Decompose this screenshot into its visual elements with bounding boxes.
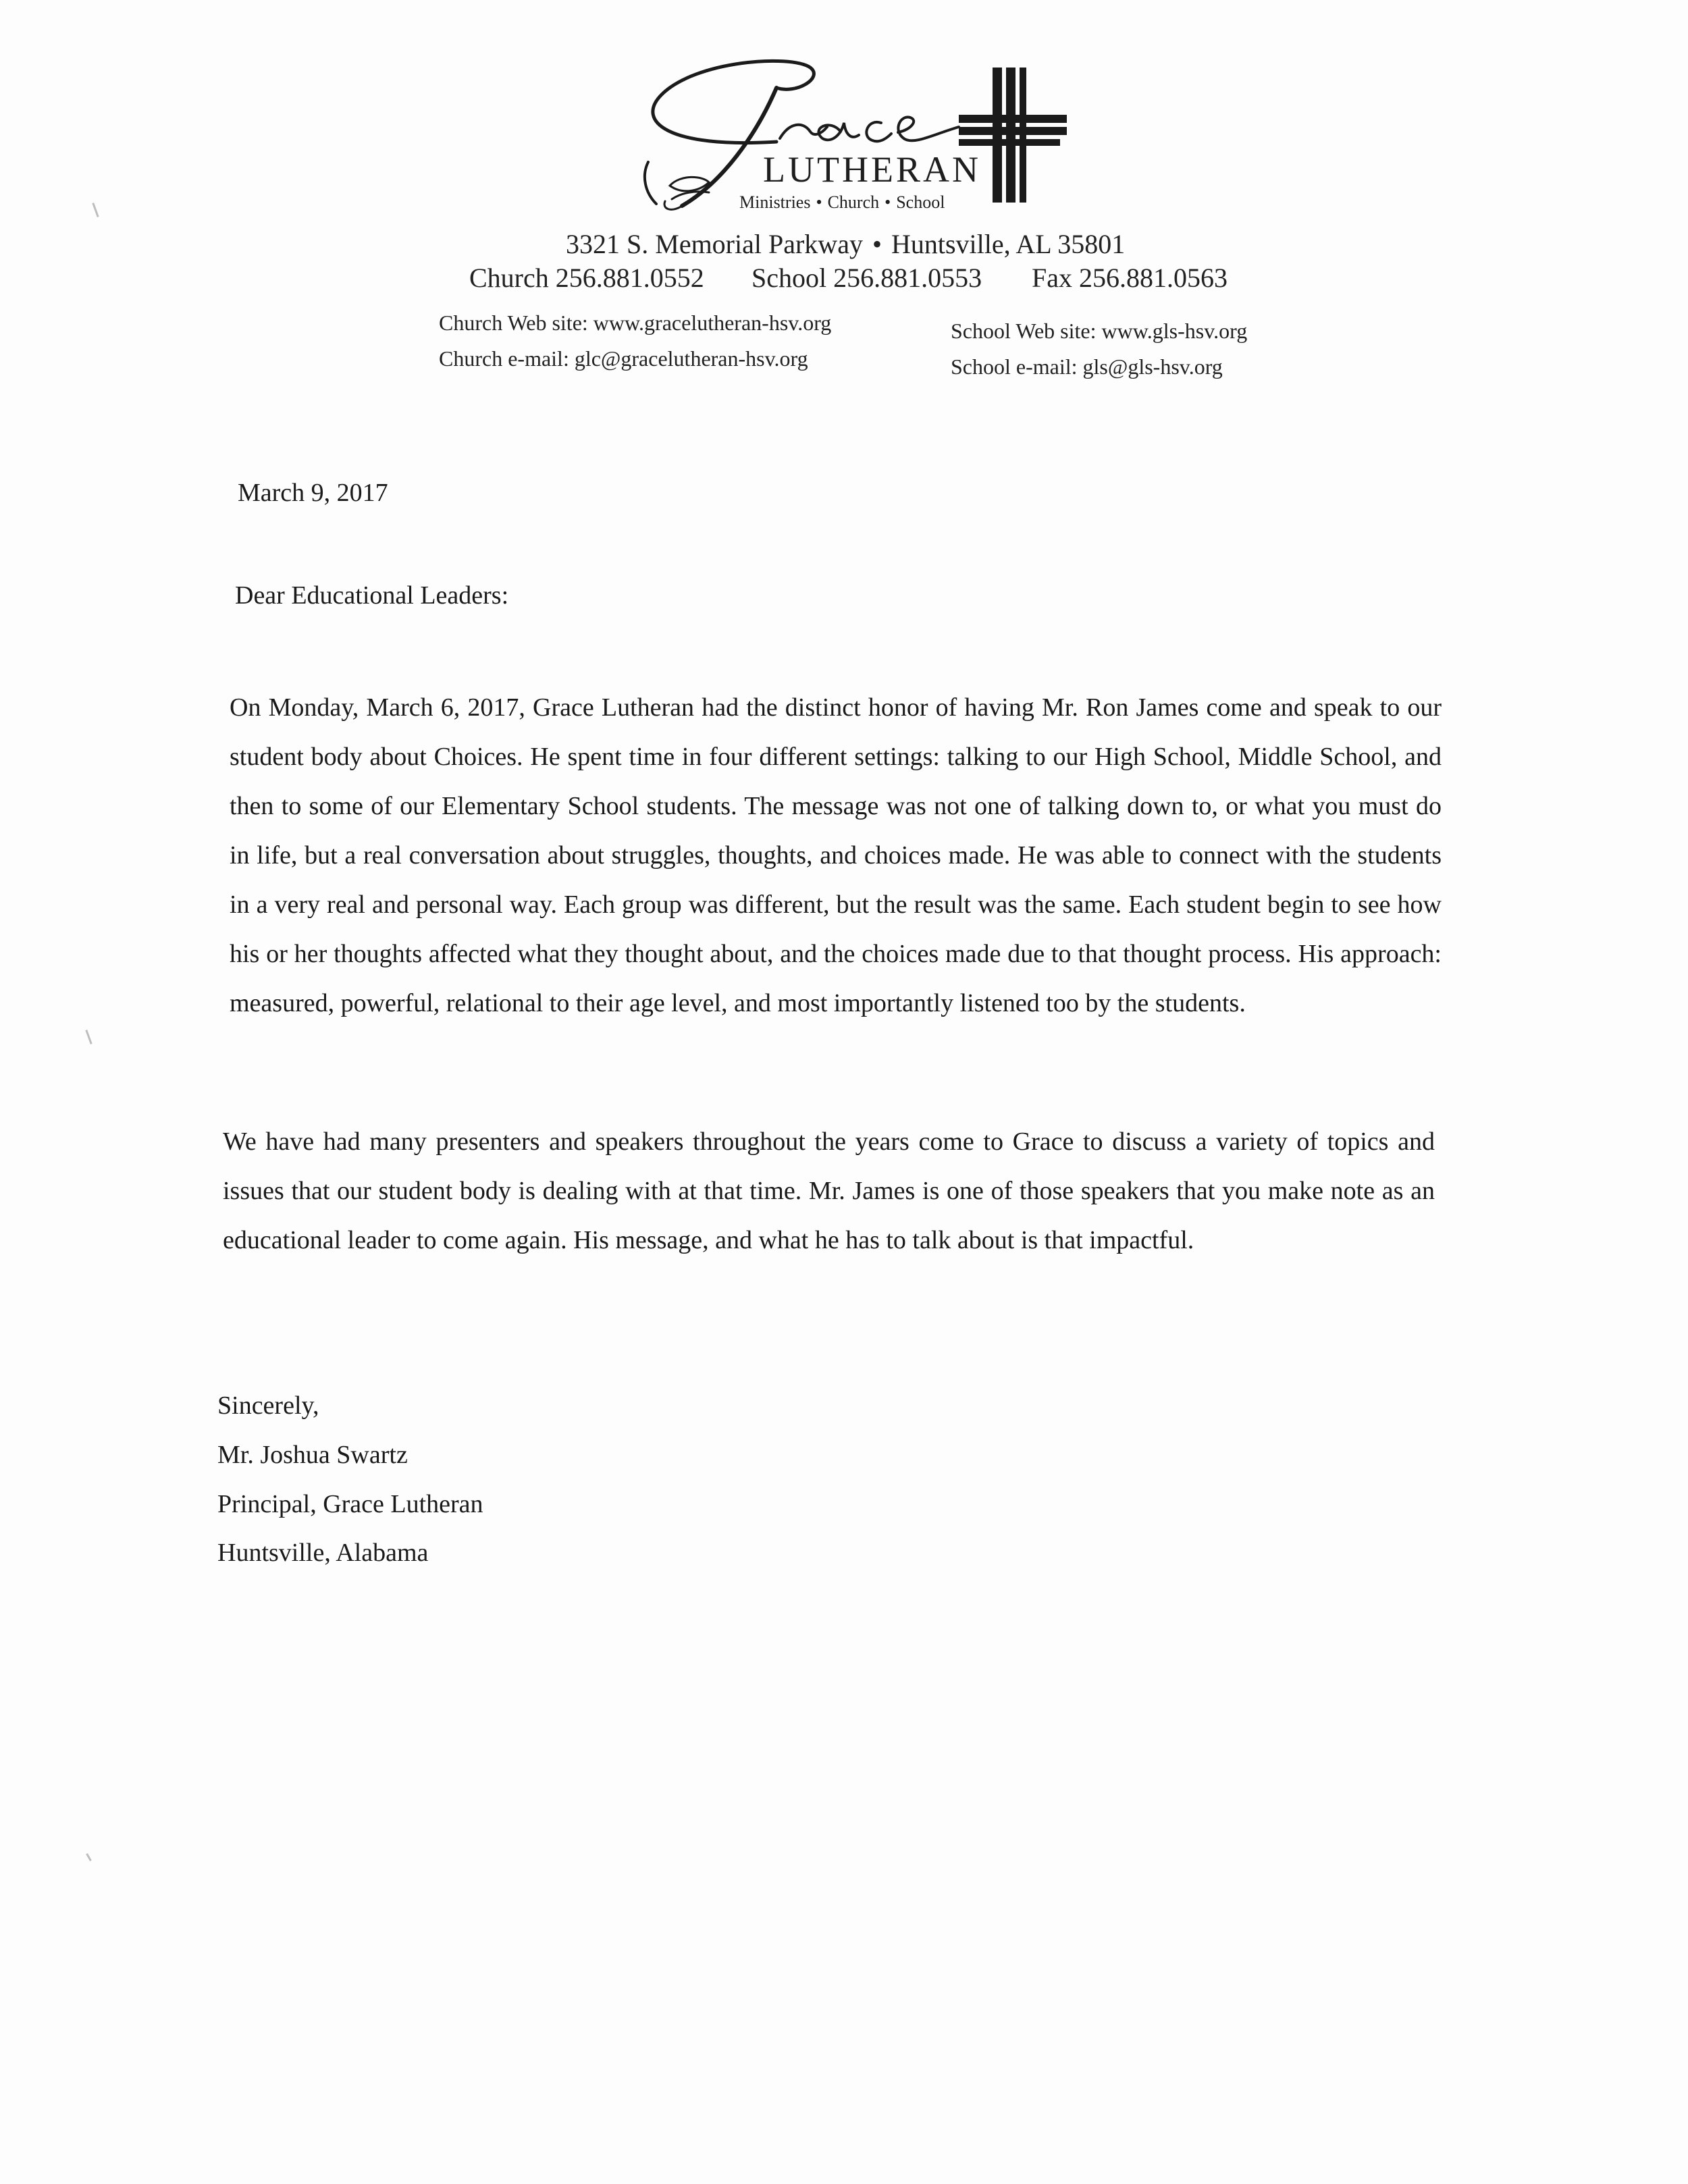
scan-mark (92, 203, 99, 217)
school-email: School e-mail: gls@gls-hsv.org (951, 354, 1223, 379)
tagline-school: School (896, 192, 945, 212)
address-bullet: • (872, 229, 882, 259)
logo-wordmark: LUTHERAN (763, 149, 981, 190)
tagline-bullet: • (816, 192, 822, 212)
logo-tagline (739, 192, 945, 213)
signer-location: Huntsville, Alabama (217, 1539, 429, 1567)
phone-fax: Fax 256.881.0563 (1032, 263, 1228, 293)
tagline-ministries: Ministries (739, 192, 811, 212)
phone-church: Church 256.881.0552 (469, 263, 704, 293)
tagline-church: Church (827, 192, 880, 212)
address-street: 3321 S. Memorial Parkway (566, 229, 863, 259)
address-city: Huntsville, AL 35801 (891, 229, 1126, 259)
signer-title: Principal, Grace Lutheran (217, 1490, 483, 1518)
grace-lutheran-logo (608, 47, 1121, 230)
school-website: School Web site: www.gls-hsv.org (951, 319, 1248, 343)
letterhead-address (566, 228, 1125, 260)
letter-date: March 9, 2017 (238, 479, 388, 507)
body-paragraph-1: On Monday, March 6, 2017, Grace Lutheran had the distinct honor of having Mr. Ron James come and speak to our student body about Choices. He spent time in four different settings: talking to our High School, Middle School, and then to some of our Elementary School students. The message was not one of talking down to, or what you must do in life, but a real conversation about struggles, thoughts, and choices made. He was able to connect with the students in a very real and personal way. Each group was different, but the result was the same. Each student begin to see how his or her thoughts affected what they thought about, and the choices made due to that thought process. His approach: measured, powerful, relational to their age level, and most importantly listened too by the students. (230, 693, 1442, 1017)
tagline-bullet: • (885, 192, 891, 212)
valediction: Sincerely, (217, 1391, 319, 1420)
phone-school: School 256.881.0553 (751, 263, 982, 293)
scan-mark (85, 1030, 92, 1044)
body-paragraph-2: We have had many presenters and speakers throughout the years come to Grace to discuss a variety of topics and issues that our student body is dealing with at that time. Mr. James is one of those speakers that you make note as an educational leader to come again. His message, and what he has to talk about is that impactful. (223, 1127, 1435, 1254)
scan-mark (86, 1853, 92, 1861)
salutation: Dear Educational Leaders: (235, 581, 509, 610)
church-email: Church e-mail: glc@gracelutheran-hsv.org (439, 346, 808, 371)
church-website: Church Web site: www.gracelutheran-hsv.org (439, 311, 832, 335)
signer-name: Mr. Joshua Swartz (217, 1441, 408, 1469)
